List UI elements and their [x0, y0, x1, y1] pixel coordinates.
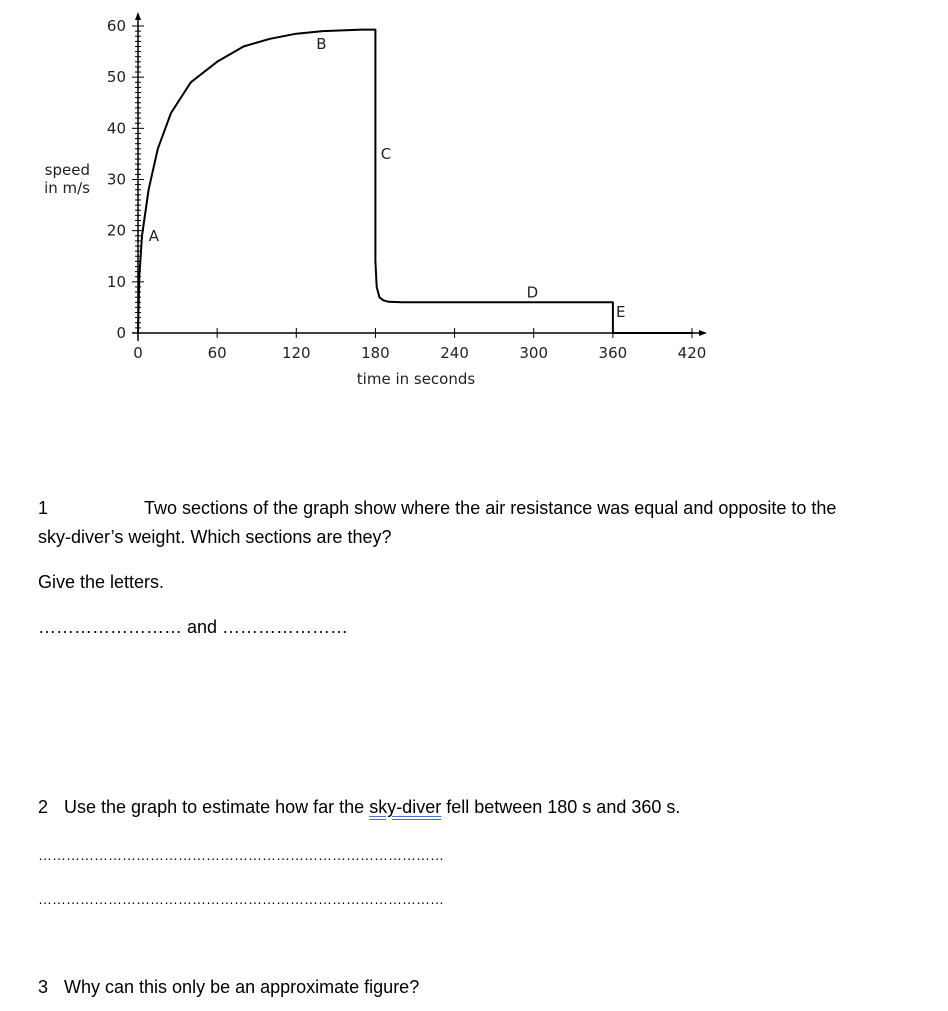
y-tick-label: 40: [106, 119, 126, 138]
question-2: [38, 793, 680, 822]
labels: [44, 35, 625, 388]
y-tick-label: 30: [106, 170, 126, 189]
section-label-c: C: [380, 144, 392, 163]
question-1-line-1: [38, 494, 836, 523]
question-2-answer-line-1[interactable]: ……………………………………………………………………………: [38, 847, 444, 863]
x-tick-label: 240: [440, 344, 469, 362]
x-axis-arrow: [699, 330, 707, 336]
y-tick-label: 20: [106, 221, 126, 240]
y-axis-label: in m/s: [44, 179, 90, 197]
question-3: [38, 973, 419, 1002]
speed-time-graph: [0, 0, 948, 400]
y-axis-label: speed: [44, 161, 90, 179]
x-axis-label: time in seconds: [356, 370, 476, 388]
section-label-a: A: [148, 226, 159, 245]
question-2-number: 2: [38, 797, 49, 817]
y-tick-label: 50: [106, 68, 126, 87]
question-1-answer-line[interactable]: …………………… and …………………: [38, 617, 349, 637]
question-1-text-line-2: sky-diver’s weight. Which sections are they?: [38, 527, 392, 547]
x-tick-label: 60: [207, 344, 227, 362]
question-1-number: 1: [38, 498, 49, 518]
series: [138, 30, 692, 333]
y-tick-label: 0: [116, 324, 126, 342]
y-tick-label: 60: [106, 17, 126, 35]
y-tick-label: 10: [106, 272, 126, 291]
question-2-answer-line-2[interactable]: ……………………………………………………………………………: [38, 891, 444, 907]
speed-curve: [138, 30, 692, 333]
x-tick-label: 420: [677, 344, 707, 362]
question-3-number: 3: [38, 977, 49, 997]
x-tick-label: 180: [361, 344, 390, 362]
section-label-b: B: [316, 34, 327, 53]
spellcheck-flagged-word[interactable]: sky-diver: [369, 797, 442, 817]
question-3-text: Why can this only be an approximate figure?: [64, 977, 420, 997]
section-label-d: D: [526, 283, 539, 302]
section-label-e: E: [616, 303, 626, 322]
question-2-text-before: Use the graph to estimate how far the: [64, 797, 370, 817]
question-1-text-line-1: Two sections of the graph show where the air resistance was equal and opposite to the: [144, 498, 837, 518]
x-tick-label: 0: [133, 344, 143, 362]
x-tick-label: 360: [598, 344, 628, 362]
question-1-instruction: Give the letters.: [38, 572, 165, 592]
x-tick-label: 300: [519, 344, 549, 362]
question-2-text-after: fell between 180 s and 360 s.: [441, 797, 681, 817]
x-tick-label: 120: [281, 344, 311, 362]
y-axis-arrow: [135, 12, 141, 20]
